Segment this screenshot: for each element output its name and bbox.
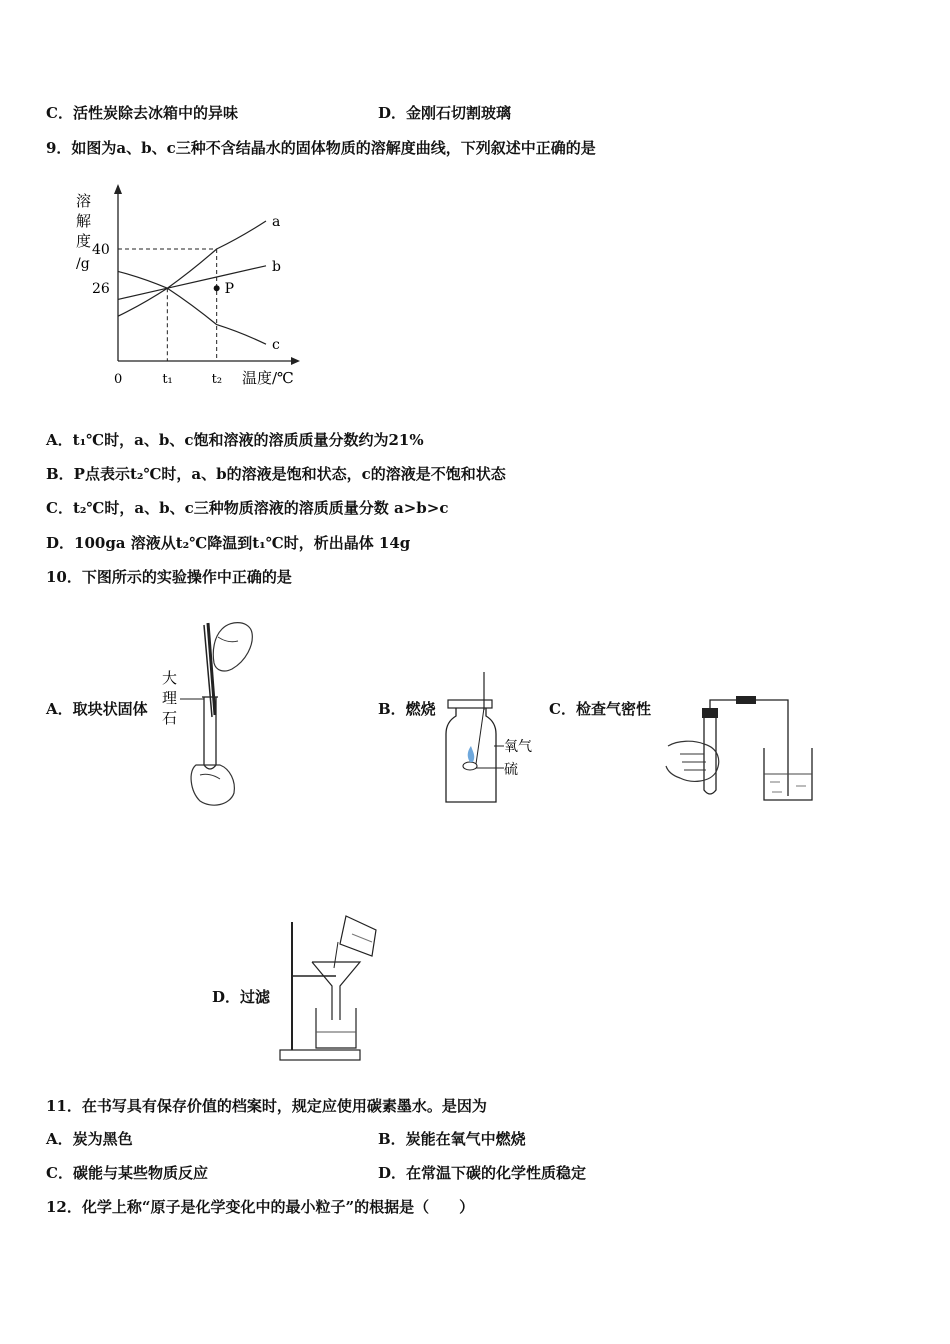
q8-option-c: C．活性炭除去冰箱中的异味 (46, 104, 238, 122)
series-a-line (118, 221, 266, 316)
q11-option-c: C．碳能与某些物质反应 (46, 1164, 208, 1182)
series-b-line (118, 266, 266, 300)
figure-c-airtightness-check (664, 690, 824, 810)
q10-stem: 10．下图所示的实验操作中正确的是 (46, 568, 292, 586)
y-label-char: 度 (76, 232, 92, 250)
hand-icon (191, 765, 234, 805)
stopper (702, 708, 718, 718)
hand-icon (666, 741, 719, 781)
y-label-char: 溶 (76, 192, 92, 210)
q11-option-a: A．炭为黑色 (46, 1130, 133, 1148)
q9-option-d: D．100ga 溶液从t₂℃降温到t₁℃时，析出晶体 14g (46, 534, 411, 552)
test-tube-icon (704, 712, 716, 794)
y-label-char: 解 (76, 212, 92, 230)
q12-stem: 12．化学上称“原子是化学变化中的最小粒子”的根据是（ ） (46, 1198, 475, 1216)
x-axis-arrow (291, 357, 300, 365)
y-tick-label-40: 40 (92, 242, 110, 258)
x-tick-label-t2: t₂ (211, 372, 223, 387)
glass-rod (334, 942, 338, 968)
x-tick-label-t1: t₁ (162, 372, 173, 387)
q9-option-c: C．t₂℃时，a、b、c三种物质溶液的溶质质量分数 a>b>c (46, 499, 449, 517)
hand-detail (680, 754, 706, 770)
figure-a-test-tube-solid (160, 615, 260, 810)
q9-option-b: B．P点表示t₂℃时，a、b的溶液是饱和状态，c的溶液是不饱和状态 (46, 465, 506, 483)
liquid-mark (352, 934, 372, 942)
marble-label-char: 石 (162, 709, 178, 727)
y-label-char: /g (76, 256, 90, 272)
beaker-icon (316, 1008, 356, 1048)
series-b-label: b (272, 258, 281, 275)
rubber-tube (736, 696, 756, 704)
sulfur-label: 硫 (504, 762, 518, 778)
hand-detail (200, 774, 220, 779)
spoon-handle (476, 708, 484, 764)
q10-option-d: D．过滤 (212, 988, 271, 1006)
q10-option-a: A．取块状固体 (46, 700, 148, 718)
tweezers-icon (208, 623, 215, 715)
solubility-chart (66, 180, 306, 395)
funnel-stem (312, 962, 332, 1020)
origin-label: 0 (114, 372, 123, 387)
series-a-label: a (272, 214, 281, 230)
marble-label-char: 理 (162, 689, 178, 707)
stand-base (280, 1050, 360, 1060)
flame-icon (468, 746, 475, 762)
q9-option-a: A．t₁℃时，a、b、c饱和溶液的溶质质量分数约为21% (46, 431, 424, 449)
combustion-spoon-icon (463, 762, 477, 770)
q10-option-b: B．燃烧 (378, 700, 436, 718)
y-axis-arrow (114, 184, 122, 194)
y-tick-label-26: 26 (92, 281, 110, 298)
q11-option-b: B．炭能在氧气中燃烧 (378, 1130, 526, 1148)
hand-detail (218, 637, 238, 642)
q11-stem: 11．在书写具有保存价值的档案时，规定应使用碳素墨水。是因为 (46, 1097, 487, 1115)
point-p (214, 285, 220, 291)
x-axis-label: 温度/℃ (242, 369, 294, 387)
figure-b-sulfur-burning (440, 670, 550, 810)
figure-d-filtration (276, 912, 396, 1064)
q10-option-c: C．检查气密性 (549, 700, 651, 718)
glass-plate (448, 700, 492, 708)
point-p-label: P (224, 281, 235, 298)
oxygen-label: 氧气 (504, 739, 532, 755)
q11-option-d: D．在常温下碳的化学性质稳定 (378, 1164, 587, 1182)
q8-option-d: D．金刚石切割玻璃 (378, 104, 512, 122)
q9-stem: 9．如图为a、b、c三种不含结晶水的固体物质的溶解度曲线，下列叙述中正确的是 (46, 139, 596, 157)
marble-label-char: 大 (162, 669, 178, 687)
series-c-label: c (272, 337, 280, 354)
hand-icon (213, 623, 252, 671)
